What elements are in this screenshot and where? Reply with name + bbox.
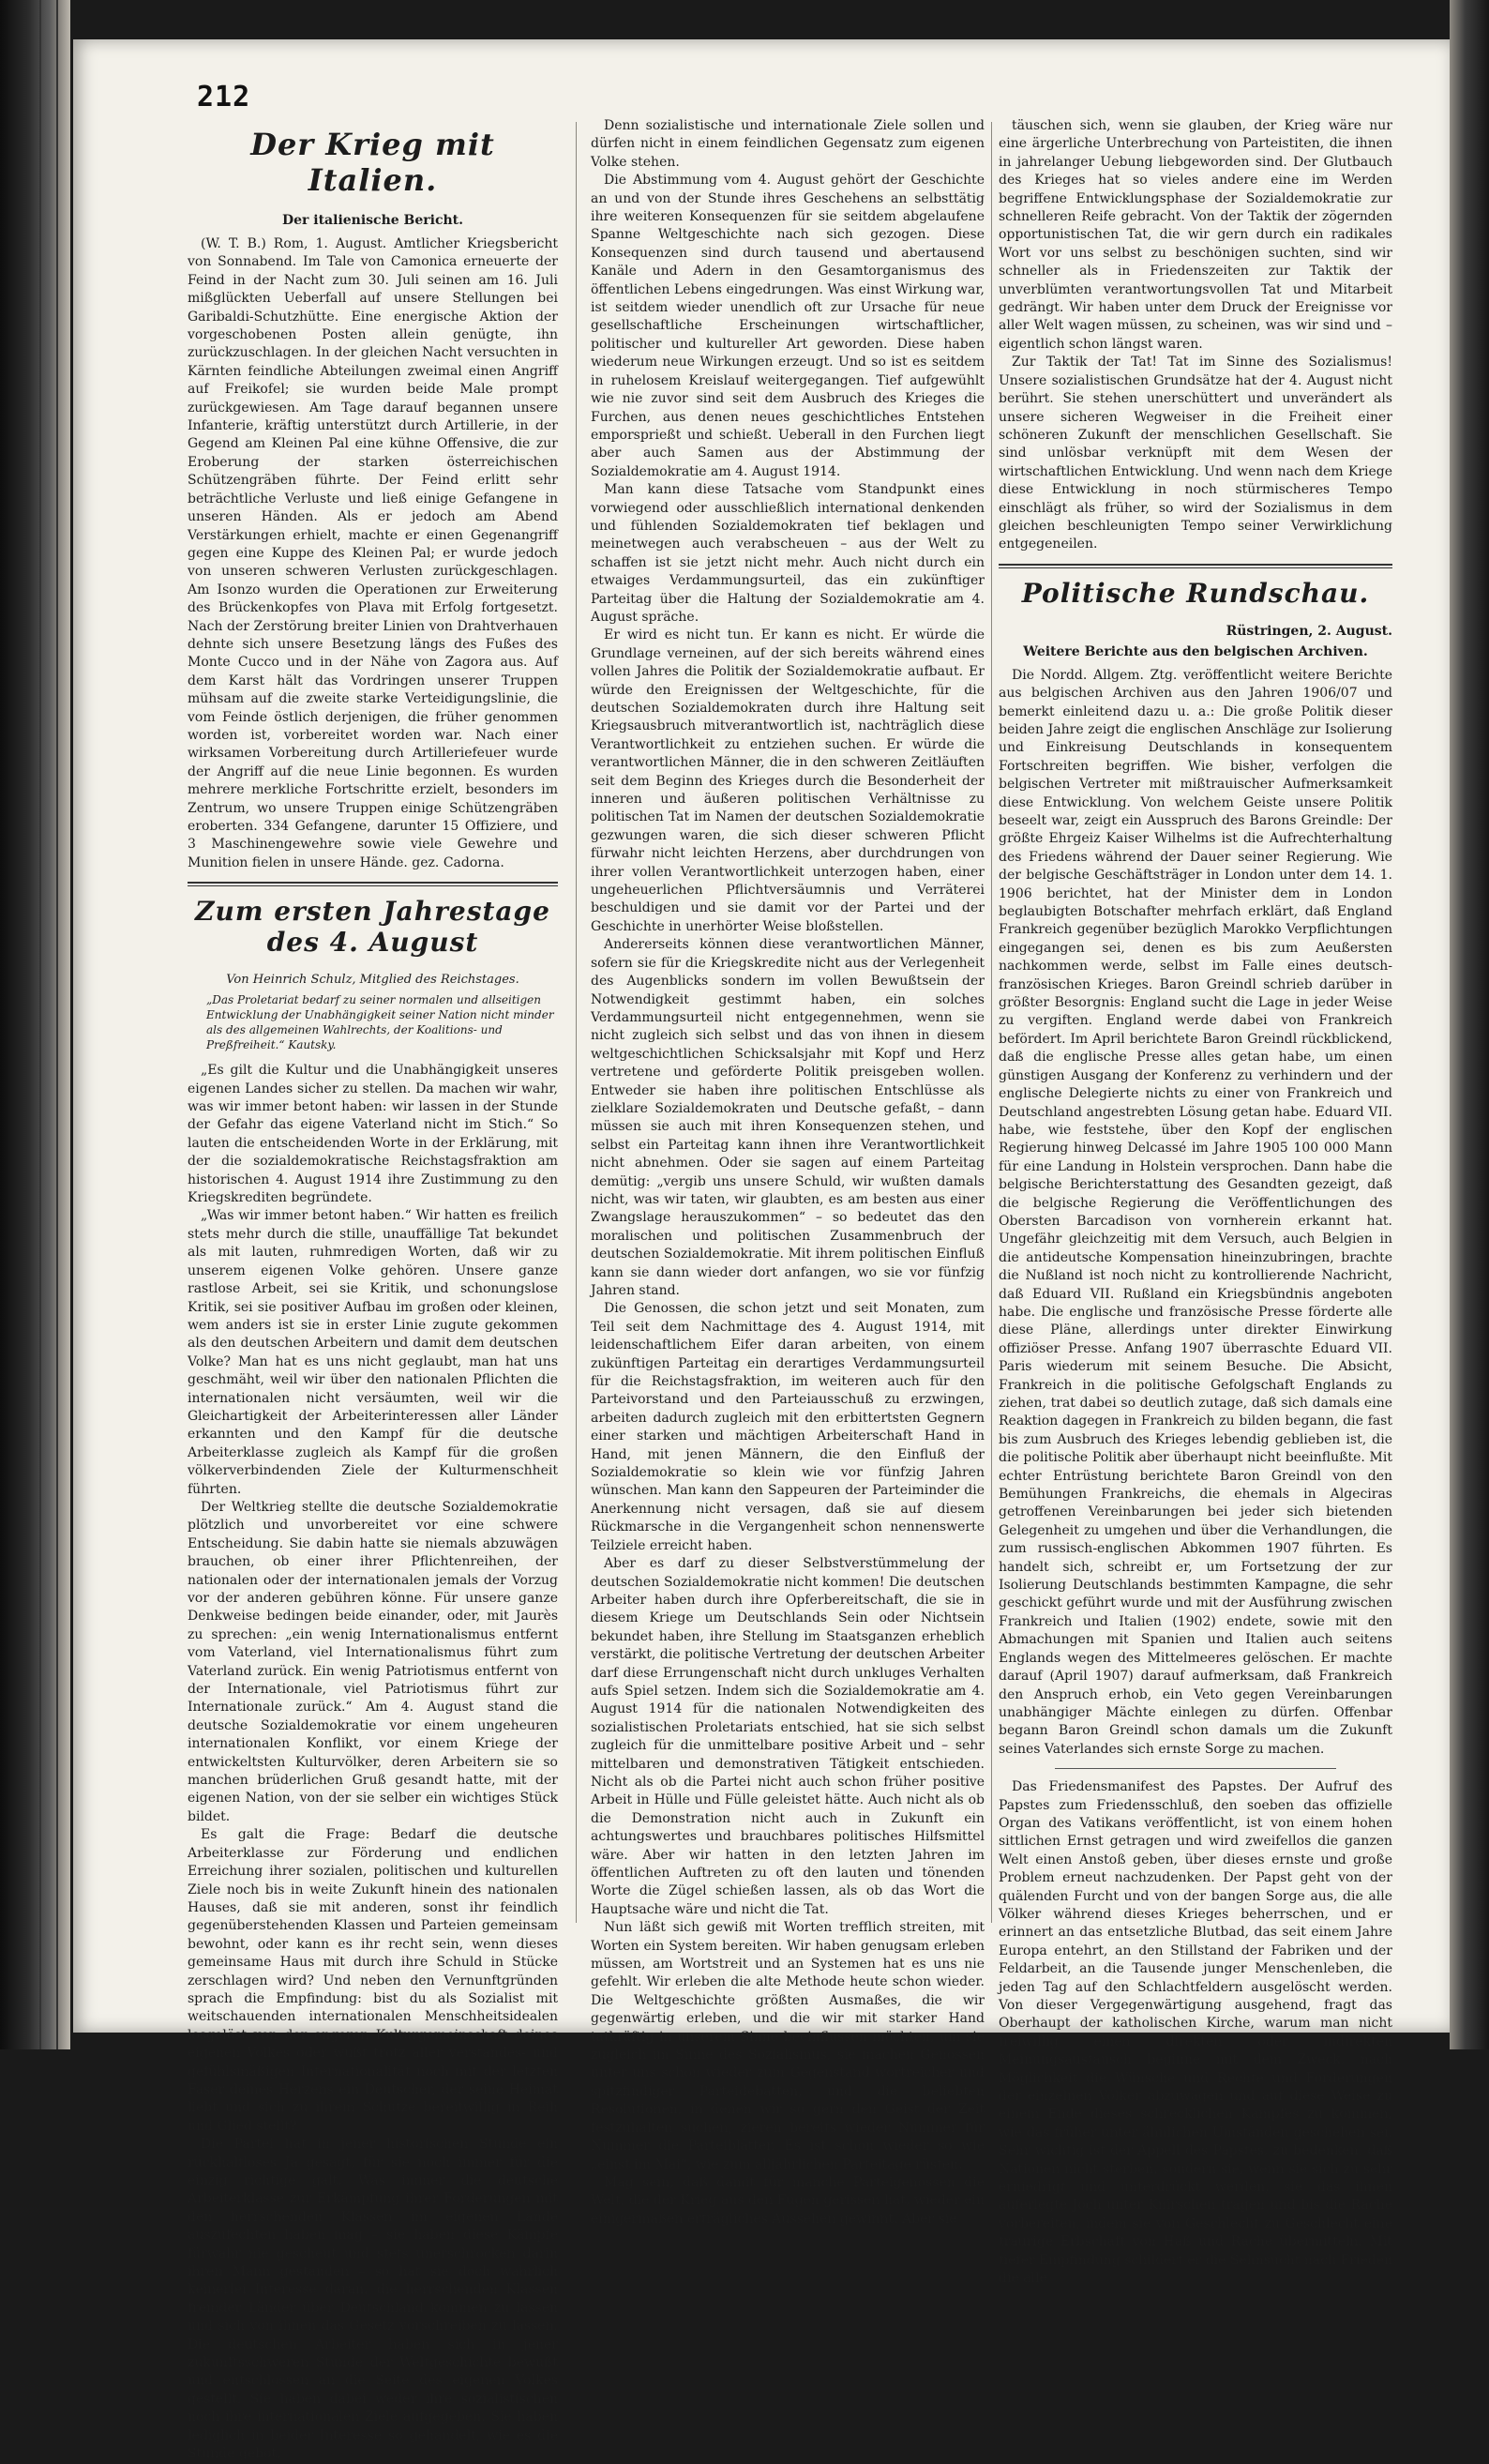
article-paragraph: Man kann diese Tatsache vom Standpunkt eines vorwiegend oder ausschließlich international denkenden und fühlenden Sozialdemokraten tief beklagen und meinetwegen auch verabscheuen – aus der Welt zu schaffen ist sie jetzt nicht mehr. Auch nicht durch ein etwaiges Verdammungsurteil, das ein zukünftiger Parteitag über die Haltung der Sozialdemokratie am 4. August spräche. xyxy=(591,482,985,625)
article-paragraph: Aber es darf zu dieser Selbstverstümmelung der deutschen Sozialdemokratie nicht kommen! Die deutschen Arbeiter haben durch ihre Opferbereitschaft, die sie in diesem Kriege um Deutschlands Sein oder Nichtsein bekundet haben, ihre Stellung im Staatsganzen erheblich verstärkt, die politische Vertretung der deutschen Arbeiter darf diese Errungenschaft nicht durch unkluges Verhalten aufs Spiel setzen. Indem sich die Sozialdemokratie am 4. August 1914 für die nationalen Notwendigkeiten des sozialistischen Proletariats entschied, hat sie sich selbst zugleich für die unmittelbare positive Arbeit und – sehr mittelbaren und demonstrativen Tätigkeit entschieden. Nicht als ob die Partei nicht auch schon früher positive Arbeit in Hülle und Fülle geleistet hätte. Auch nicht als ob die Demonstration nicht auch in Zukunft ein achtungswertes und brauchbares politisches Hilfsmittel wäre. Aber wir hatten in den letzten Jahren im öffentlichen Auftreten zu oft den lauten und tönenden Worte die Zügel schießen lassen, als ob das Wort die Hauptsache wäre und nicht die Tat. xyxy=(591,1556,985,1917)
column-rule xyxy=(991,122,992,1923)
article-paragraph: Der Weltkrieg stellte die deutsche Sozialdemokratie plötzlich und unvorbereitet vor eine schwere Entscheidung. Sie dabin hatte sie niemals abzuwägen brauchen, ob einer ihrer Pflichtenreihen, der nationalen oder der internationalen jemals der Vorzug vor der anderen gebühren könne. Für unsere ganze Denkweise bedingen beide einander, oder, mit Jaurès zu sprechen: „ein wenig Internationalismus entfernt vom Vaterland, viel Internationalismus führt zum Vaterland zurück. Ein wenig Patriotismus entfernt von der Internationale, viel Patriotismus führt zur Internationale zurück.“ Am 4. August stand die deutsche Sozialdemokratie vor einem ungeheuren internationalen Konflikt, vor einem Kriege der entwickeltsten Kulturvölker, deren Arbeitern sie so manchen brüderlichen Gruß gesandt hatte, mit der eigenen Nation, von der sie selber ein wichtiges Stück bildet. xyxy=(188,1499,558,1824)
article-paragraph: Andererseits können diese verantwortlichen Männer, sofern sie für die Kriegskredite nicht aus der Verlegenheit des Augenblicks sondern im vollen Bewußtsein der Notwendigkeit gestimmt haben, ein solches Verdammungsurteil nicht entgegennehmen, wenn sie nicht zugleich sich selbst und das von ihnen in diesem weltgeschichtlichen Schicksalsjahr mit Kopf und Herz vertretene und geförderte Politik preisgeben wollen. Entweder sie haben ihre politischen Entschlüsse als zielklare Sozialdemokraten und Deutsche gefaßt, – dann müssen sie auch mit ihren Konsequenzen stehen, und selbst ein Parteitag kann ihnen ihre Verantwortlichkeit nicht abnehmen. Oder sie sagen auf einem Parteitag demütig: „vergib uns unsere Schuld, wir wußten damals nicht, was wir taten, wir glaubten, es am besten aus einer Zwangslage herauszukommen“ – so bedeutet das den moralischen und politischen Zusammenbruch der deutschen Sozialdemokratie. Mit ihrem politischen Einfluß kann sie dann wieder dort anfangen, wo sie vor fünfzig Jahren stand. xyxy=(591,937,985,1298)
column-2 xyxy=(591,117,985,2227)
short-divider xyxy=(1055,1768,1336,1769)
article-paragraph: „Was wir immer betont haben.“ Wir hatten es freilich stets mehr durch die stille, unauffällige Tat bekundet als mit lauten, ruhmredigen Worten, daß wir zu unserem eigenen Volke gehören. Unsere ganze rastlose Arbeit, sei sie Kritik, und schonungslose Kritik, sei sie positiver Aufbau im großen oder kleinen, wem anders ist sie in erster Linie zugute gekommen als den deutschen Arbeitern und damit dem deutschen Volke? Man hat es uns nicht geglaubt, man hat uns geschmäht, weil wir über den nationalen Pflichten die internationalen nicht versäumten, weil wir die Gleichartigkeit der Arbeiterinteressen aller Länder erkannten und den Kampf für die deutsche Arbeiterklasse zugleich als Kampf für die großen völkerverbindenden Ziele der Kulturmenschheit führten. xyxy=(188,1208,558,1497)
column-1 xyxy=(188,117,558,2462)
article-paragraph: Mag sein, daß damit für manche Parteigenossen die Welt, die der Krieg aus den Fugen gerissen hat, wieder ein einigermaßen erträgliches Aussehen gewinnt. Aber sie xyxy=(591,2174,985,2227)
section-divider xyxy=(999,564,1392,568)
subhead-belgische-archive: Weitere Berichte aus den belgischen Archiven. xyxy=(1023,643,1368,659)
page-right-edge xyxy=(1450,0,1489,2049)
column-3 xyxy=(999,117,1392,2287)
binding-edge-line xyxy=(56,0,58,2049)
article-paragraph: Die Nordd. Allgem. Ztg. veröffentlicht weitere Berichte aus belgischen Archiven aus den Jahren 1906/07 und bemerkt einleitend dazu u. a.: Die große Politik dieser beiden Jahre zeigt die englischen Anschläge zur Isolierung und Einkreisung Deutschlands in konsequentem Fortschreiten begriffen. Wie bisher, verfolgen die belgischen Vertreter mit mißtrauischer Aufmerksamkeit diese Entwicklung. Von welchem Geiste unsere Politik beseelt war, zeigt ein Ausspruch des Barons Greindle: Der größte Ehrgeiz Kaiser Wilhelms ist die Aufrechterhaltung des Friedens während der Dauer seiner Regierung. Wie der belgische Geschäftsträger in London unter dem 14. 1. 1906 berichtet, hat der Minister dem in London beglaubigten Botschafter mehrfach erklärt, daß England Frankreich gegenüber bezüglich Marokko Verpflichtungen eingegangen sei, denen es bis zum Aeußersten nachkommen werde, selbst im Falle eines deutsch-französischen Krieges. Baron Greindl schrieb darüber in größter Besorgnis: England sucht die Lage in jeder Weise zu vergiften. England werde dabei von Frankreich befördert. Im April berichtete Baron Greindl rückblickend, daß die englische Presse alles getan habe, um einen günstigen Ausgang der Konferenz zu verhindern und der englische Delegierte nichts zu einer von Frankreich und Deutschland angestrebten Lösung getan habe. Eduard VII. habe, wie feststehe, über den Kopf der englischen Regierung hinweg Delcassé im Jahre 1905 100 000 Mann für eine Landung in Holstein versprochen. Dann habe die belgische Berichterstattung des Gesandten gezeigt, daß die belgische Regierung die Veröffentlichungen des Obersten Barcadison von vornherein erkannt hat. Ungefähr gleichzeitig mit dem Versuch, auch Belgien in die antideutsche Kompensation hineinzubringen, brachte die Nußland ist noch nicht zu kontrollierende Nachricht, daß Eduard VII. Rußland ein Kriegsbündnis angeboten habe. Die englische und französische Presse förderte alle diese Pläne, allerdings unter direkter Einwirkung offiziöser Presse. Anfang 1907 überraschte Eduard VII. Paris wiederum mit seinem Besuche. Die Absicht, Frankreich in die politische Gefolgschaft Englands zu ziehen, trat dabei so deutlich zutage, daß sich damals eine Reaktion dagegen in Frankreich zu bilden begann, die fast bis zum Ausbruch des Krieges lebendig geblieben ist, die die politische Politik aber überhaupt nicht beeinflußte. Mit echter Entrüstung berichtete Baron Greindl von den Bemühungen Frankreichs, die ehemals in Algeciras getroffenen Vereinbarungen bei jeder sich bietenden Gelegenheit zu umgehen und über die Verhandlungen, die zum russisch-englischen Abkommen 1907 führten. Es handelt sich, schreibt er, um Fortsetzung der zur Isolierung Deutschlands bestimmten Kampagne, die sehr geschickt geführt wurde und mit der Ausführung zwischen Frankreich und Italien (1902) endete, sowie mit den Abmachungen mit Spanien und Italien auch seitens Englands wegen des Mittelmeeres gelöschen. Er machte darauf (April 1907) darauf aufmerksam, daß Frankreich den Anspruch erhob, ein Veto gegen Vereinbarungen unabhängiger Mächte einlegen zu dürfen. Offenbar begann Baron Greindl schon damals um die Zukunft seines Vaterlandes sich ernste Sorge zu machen. xyxy=(999,667,1392,1757)
article-paragraph: Denn sozialistische und internationale Ziele sollen und dürfen nicht in einem feindlichen Gegensatz zum eigenen Volke stehen. xyxy=(591,118,985,170)
section-divider xyxy=(188,882,558,886)
article-paragraph: Er wird es nicht tun. Er kann es nicht. Er würde die Grundlage verneinen, auf der sich bereits während eines vollen Jahres die Politik der Sozialdemokratie aufbaut. Er würde den Ereignissen der Weltgeschichte, für die deutschen Sozialdemokraten durch ihre Haltung seit Kriegsausbruch mitverantwortlich ist, nachträglich diese Verantwortlichkeit zu entziehen suchen. Er würde die verantwortlichen Männer, die in den schweren Zeitläuften seit dem Beginn des Krieges durch die Besonderheit der inneren und äußeren politischen Verhältnisse zu politischen Tat im Namen der deutschen Sozialdemokratie gezwungen waren, die sich dieser schweren Pflicht fürwahr nicht leichten Herzens, aber durchdrungen von ihrer vollen Verantwortlichkeit unterzogen haben, einer ungeheuerlichen Pflichtversäumnis und Verräterei beschuldigen und sie damit vor der Partei und der Geschichte in unerhörter Weise bloßstellen. xyxy=(591,627,985,934)
book-binding xyxy=(0,0,70,2049)
article-paragraph: Die Abstimmung vom 4. August gehört der Geschichte an und von der Stunde ihres Geschehens an selbsttätig ihre weiteren Konsequenzen für sie seitdem abgelaufene Spanne Weltgeschichte nach sich gezogen. Diese Konsequenzen sind durch tausend und abertausend Kanäle und Adern in den Gesamtorganismus des öffentlichen Lebens eingedrungen. Was einst Wirkung war, ist seitdem wieder unendlich oft zur Ursache für neue gesellschaftliche Erscheinungen wirtschaftlicher, politischer und kultureller Art geworden. Diese haben wiederum neue Wirkungen erzeugt. Und so ist es seitdem in ruhelosem Kreislauf weitergegangen. Tief aufgewühlt wie nie zuvor sind seit dem Ausbruch des Krieges die Furchen, aus denen neues geschichtliches Entstehen emporsprießt und schießt. Ueberall in den Furchen liegt aber auch Samen aus der Abstimmung der Sozialdemokratie am 4. August 1914. xyxy=(591,173,985,479)
headline-jahrestag: Zum ersten Jahrestage des 4. August xyxy=(195,896,550,959)
byline: Von Heinrich Schulz, Mitglied des Reichstages. xyxy=(226,973,519,988)
page-number: 212 xyxy=(197,81,251,113)
article-paragraph: Es galt die Frage: Bedarf die deutsche Arbeiterklasse zur Förderung und endlichen Erreichung ihrer sozialen, politischen und kulturellen Ziele noch bis in weite Zukunft hinein des nationalen Hauses, daß sie mit anderen, sonst ihr feindlich gegenüberstehenden Klassen und Parteien gemeinsam bewohnt, oder kann es ihr recht sein, wenn dieses gemeinsame Haus mit durch ihre Schuld in Stücke zerschlagen wird? Und neben den Vernunftgründen sprach die Empfindung: bist du als Sozialist mit weitschauenden internationalen Menschheitsidealen losgelöst von der engeren Kulturgemeinschaft deines eigenen Volkes oder wußt trotz aller verstandes- und gefühlsmäßigen Internationalität noch mit der letzten Faser deines Herzens ein Deutscher, der seine Heimat liebt und sich zu ihrem Schutze bereitwillig in Reih und Glied stellt? xyxy=(188,1827,558,2134)
headline-krieg-italien: Der Krieg mit Italien. xyxy=(250,127,495,198)
article-paragraph: täuschen sich, wenn sie glauben, der Krieg wäre nur eine ärgerliche Unterbrechung von Parteistiten, die ihnen in jahrelanger Uebung liebgeworden sind. Der Glutbauch des Krieges hat so vieles andere eine im Werden begriffene Entwicklungsphase der Sozialdemokratie zur schnelleren Reife gebracht. Von der Taktik der zögernden opportunistischen Tat, die wir gern durch ein radikales Wort vor uns selbst zu beschönigen suchten, sind wir schneller als in Friedenszeiten zur Taktik der unverblümten verantwortungsvollen Tat und Mitarbeit gedrängt. Wir haben unter dem Druck der Ereignisse vor aller Welt wagen müssen, zu scheinen, was wir sind und – eigentlich schon längst waren. xyxy=(999,118,1392,352)
column-rule xyxy=(576,122,577,1923)
article-paragraph: Nun läßt sich gewiß mit Worten trefflich streiten, mit Worten ein System bereiten. Wir haben genugsam erleben müssen, am Wortstreit und an Systemen hat es uns nie gefehlt. Wir erleben die alte Methode heute schon wieder. Die Weltgeschichte größten Ausmaßes, die wir gegenwärtig erleben, und die wir mit starker Hand tatkräftig in unserem Sinne beeinflussen möchten, um sie zugleich im Sinne des Sozialismus, sie machen Genossen unter uns schon wieder zum Gegenstand wortreicher und spitzfindiger Parteidebatten, und die beliebten Resolutionen, in denen wir so gern den Geist der Zeit festzuhalten suchen, zieren bereits wieder Nummer für Nummer die Parteiblätter. Es ist schon wieder so wie „einst im Mai“, wie zum alljährlichen Parteitage rüsten. xyxy=(591,1920,985,2172)
motto-quote: „Das Proletariat bedarf zu seiner normalen und allseitigen Entwicklung der Unabhängigkeit seiner Nation nicht minder als des allgemeinen Wahlrechts, der Koalitions- und Preßfreiheit.“ Kautsky. xyxy=(206,993,554,1052)
subhead-italienischer-bericht: Der italienische Bericht. xyxy=(281,213,464,228)
dateline: Rüstringen, 2. August. xyxy=(1226,623,1392,639)
headline-politische-rundschau: Politische Rundschau. xyxy=(1021,577,1370,609)
binding-edge-line xyxy=(39,0,41,2049)
article-paragraph: Zur Taktik der Tat! Tat im Sinne des Sozialismus! Unsere sozialistischen Grundsätze hat der 4. August nicht berührt. Sie stehen unerschüttert und unverändert als unsere sicheren Wegweiser in die Freiheit einer schöneren Zukunft der menschlichen Gesellschaft. Sie sind unlösbar verknüpft mit dem Wesen der wirtschaftlichen Entwicklung. Und wenn nach dem Kriege diese Entwicklung in noch stürmischeres Tempo einschlägt als früher, so wird der Sozialismus in dem gleichen beschleunigten Tempo seiner Verwirklichung entgegeneilen. xyxy=(999,355,1392,552)
article-paragraph: Das Friedensmanifest des Papstes. Der Aufruf des Papstes zum Friedensschluß, den soeben das offizielle Organ des Vatikans veröffentlicht, ist von einem hohen sittlichen Ernst getragen und wird zweifellos die ganzen Welt einen Anstoß geben, über dieses ernste und große Problem erneut nachzudenken. Der Papst geht von der quälenden Furcht und von der bangen Sorge aus, die alle Völker während dieses Krieges beherrschen, und er erinnert an das entsetzliche Blutbad, das seit einem Jahre Europa entehrt, an den Stillstand der Fabriken und der Feldarbeit, an die Tausende junger Menschenleben, die jeden Tag auf den Schlachtfeldern ausgelöscht werden. Von dieser Vergegenwärtigung ausgehend, fragt das Oberhaupt der katholischen Kirche, warum man nicht freiwillig einen direkten oder indirekten Meinungsaustausch beginne mit dem Zweck, nach Möglichkeit die Wünsche und Rechte und Forderungen der einzelnen Völker abzuwägen und auf diese Weise zu einem Ende dieses schrecklichen Kampfes zu kommen, wie das früher unter ähnlichen Umständen geschehen sei. Sehr wichtig ist der Appell des Papstes, zu bedenken, daß Nationen nicht sterben, sondern sie, wenn sie sich zu sehr erniedrigt und unterdrückt werden, sie das ihnen auferlegte Joch unter Knirschen tragen und bis die Rache vorbereiten, indem sie von Geschlecht zu Geschlecht eine traurige Erbschaft von Haß und Rache übermitteln. Mit tiefer Empfindung schildert er die Sehnsucht nach Frieden die alle xyxy=(999,1779,1392,2287)
article-paragraph: „Es gilt die Kultur und die Unabhängigkeit unseres eigenen Landes sicher zu stellen. Da machen wir wahr, was wir immer betont haben: wir lassen in der Stunde der Gefahr das eigene Vaterland nicht im Stich.“ So lauten die entscheidenden Worte in der Erklärung, mit der die sozialdemokratische Reichstagsfraktion am historischen 4. August 1914 ihre Zustimmung zu den Kriegskrediten begründete. xyxy=(188,1063,558,1206)
article-paragraph: Die Genossen, die schon jetzt und seit Monaten, zum Teil seit dem Nachmittage des 4. August 1914, mit leidenschaftlichem Eifer daran arbeiten, von einem zukünftigen Parteitag ein derartiges Verdammungsurteil für die Reichstagsfraktion, im weiteren auch für den Parteivorstand und den Parteiausschuß zu erzwingen, arbeiten dadurch zugleich mit den erbittertsten Gegnern einer starken und mächtigen Arbeiterschaft Hand in Hand, mit jenen Männern, die den Einfluß der Sozialdemokratie so klein wie vor fünfzig Jahren wünschen. Man kann den Sappeuren der Parteiminder die Anerkennung nicht versagen, daß sie auf diesem Rückmarsche in die Vergangenheit schon nennenswerte Teilziele erreicht haben. xyxy=(591,1301,985,1553)
article-paragraph: Die Partei hat in jener historischen Stunde ein rückhaltloses Ja gesagt, für sie noch immer für die einzig richtige galt. Was immer die deutsche Arbeiterklasse zur Erkämpfung ihrer Forderungen mit den herrschenden Klassen im eigenen Lande auszufechten haben mag – sie haben diese Kämpfe fürwahr nie gescheut und stets unerschrocken darin ihren Mann gestanden – so hat sie doch wahrlich keinerlei Interesse daran, die herrschenden Klassen fremder Länder über Deutschland kommen zu lassen und sich von ihnen das Gesetz vorschreiben zu lassen. Die deutschen Arbeiter haben sich in jener zukunftsschweren Stunde der Weltgeschichte bewußt und entschlossen an die Seite des eigenen Volkes gestellt. Sie haben dabei weder ihre sozialistischen noch ihre internationalen Ziele aufgegeben. Sie haben lediglich in beider Interesse so gehandelt, wie es die Stunde gebot. xyxy=(188,2137,558,2462)
war-report: (W. T. B.) Rom, 1. August. Amtlicher Kriegsbericht von Sonnabend. Im Tale von Camonica erneuerte der Feind in der Nacht zum 30. Juli seinen am 16. Juli mißglückten Ueberfall auf unsere Stellungen bei Garibaldi-Schutzhütte. Eine energische Aktion der vorgeschobenen Posten allein genügte, ihn zurückzuschlagen. In der gleichen Nacht versuchten in Kärnten feindliche Abteilungen zweimal einen Angriff auf Freikofel; sie wurden beide Male prompt zurückgewiesen. Am Tage darauf begannen unsere Infanterie, kräftig unterstützt durch Artillerie, in der Gegend am Kleinen Pal eine kühne Offensive, die zur Eroberung der starken österreichischen Schützengräben führte. Der Feind erlitt sehr beträchtliche Verluste und ließ einige Gefangene in unseren Händen. Als er jedoch am Abend Verstärkungen erhielt, machte er einen Gegenangriff gegen eine Kuppe des Kleinen Pal; er wurde jedoch von unseren schweren Verlusten zurückgeschlagen. Am Isonzo wurden die Operationen zur Erweiterung des Brückenkopfes von Plava mit Erfolg fortgesetzt. Nach der Zerstörung breiter Linien von Drahtverhauen dehnte sich unsere Besetzung längs des Fußes des Monte Cucco und in der Nähe von Zagora aus. Auf dem Karst hält das Vordringen unserer Truppen mühsam auf die zweite starke Verteidigungslinie, die vom Feinde östlich derjenigen, die früher genommen worden ist, vorbereitet worden war. Nach einer wirksamen Vorbereitung durch Artilleriefeuer wurde der Angriff auf die neue Linie begonnen. Es wurden mehrere merkliche Fortschritte erzielt, besonders im Zentrum, wo unsere Truppen einige Schützengräben eroberten. 334 Gefangene, darunter 15 Offiziere, und 3 Maschinengewehre sowie viele Gewehre und Munition fielen in unsere Hände. gez. Cadorna. xyxy=(188,236,558,870)
